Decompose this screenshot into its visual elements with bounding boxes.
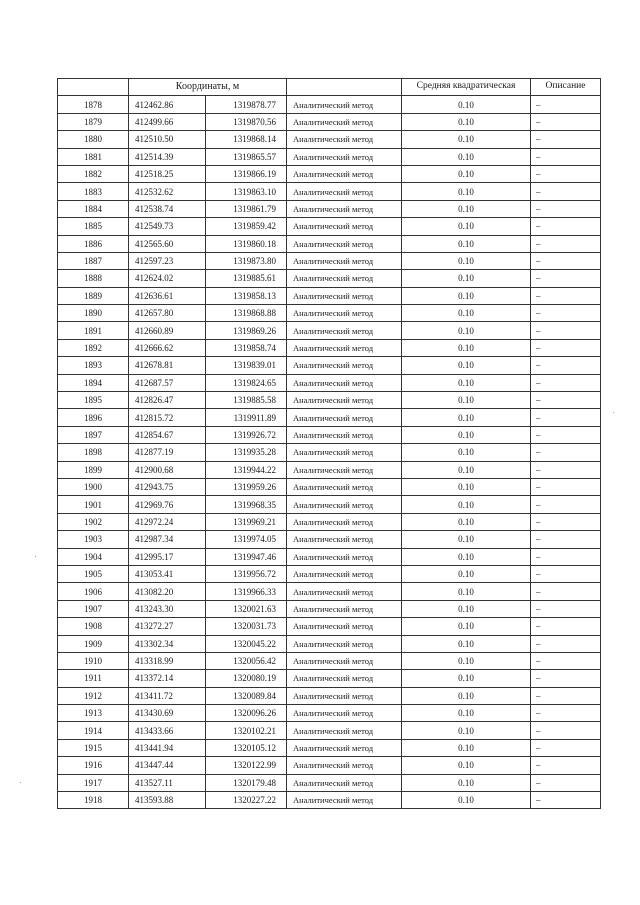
coordinate-x-cell: 412900.68: [129, 461, 206, 478]
coordinate-x-cell: 412678.81: [129, 357, 206, 374]
table-row: [58, 705, 601, 722]
coordinate-x-cell: 412462.86: [129, 96, 206, 113]
coordinate-y-cell: 1320021.63: [206, 600, 287, 617]
description-cell: –: [531, 131, 601, 148]
table-row: [58, 357, 601, 374]
description-cell: –: [531, 218, 601, 235]
description-cell: –: [531, 113, 601, 130]
scan-speck: [20, 782, 21, 783]
coordinate-x-cell: 412565.60: [129, 235, 206, 252]
table-row: [58, 670, 601, 687]
method-cell: Аналитический метод: [287, 687, 402, 704]
coordinate-y-cell: 1319870.56: [206, 113, 287, 130]
method-cell: Аналитический метод: [287, 218, 402, 235]
error-cell: 0.10: [402, 287, 531, 304]
coordinates-table: [57, 78, 601, 809]
method-cell: Аналитический метод: [287, 392, 402, 409]
table-row: [58, 618, 601, 635]
error-cell: 0.10: [402, 165, 531, 182]
description-cell: –: [531, 183, 601, 200]
coordinate-x-cell: 412854.67: [129, 426, 206, 443]
point-number-cell: 1917: [58, 774, 129, 791]
coordinate-x-cell: 412499.66: [129, 113, 206, 130]
coordinate-y-cell: 1319974.05: [206, 531, 287, 548]
point-number-cell: 1916: [58, 757, 129, 774]
method-cell: Аналитический метод: [287, 722, 402, 739]
method-cell: Аналитический метод: [287, 757, 402, 774]
error-cell: 0.10: [402, 409, 531, 426]
table-row: [58, 252, 601, 269]
table-row: [58, 305, 601, 322]
table-header-row: [58, 79, 601, 96]
table-row: [58, 792, 601, 809]
method-cell: Аналитический метод: [287, 131, 402, 148]
coordinate-y-cell: 1320102.21: [206, 722, 287, 739]
table-row: [58, 565, 601, 582]
coordinate-y-cell: 1320105.12: [206, 739, 287, 756]
coordinate-x-cell: 412987.34: [129, 531, 206, 548]
table-row: [58, 739, 601, 756]
table-row: [58, 183, 601, 200]
point-number-cell: 1912: [58, 687, 129, 704]
method-cell: Аналитический метод: [287, 270, 402, 287]
coordinate-y-cell: 1319911.89: [206, 409, 287, 426]
table-row: [58, 131, 601, 148]
method-cell: Аналитический метод: [287, 252, 402, 269]
error-cell: 0.10: [402, 652, 531, 669]
coordinate-y-cell: 1319858.13: [206, 287, 287, 304]
method-cell: Аналитический метод: [287, 96, 402, 113]
coordinate-y-cell: 1319860.18: [206, 235, 287, 252]
error-cell: 0.10: [402, 113, 531, 130]
table-row: [58, 513, 601, 530]
coordinate-x-cell: 413593.88: [129, 792, 206, 809]
method-cell: Аналитический метод: [287, 357, 402, 374]
point-number-cell: 1906: [58, 583, 129, 600]
error-cell: 0.10: [402, 426, 531, 443]
method-cell: Аналитический метод: [287, 374, 402, 391]
error-cell: 0.10: [402, 739, 531, 756]
description-cell: –: [531, 200, 601, 217]
table-row: [58, 722, 601, 739]
table-row: [58, 287, 601, 304]
coordinate-x-cell: 412660.89: [129, 322, 206, 339]
coordinate-y-cell: 1319869.26: [206, 322, 287, 339]
coordinate-x-cell: 412538.74: [129, 200, 206, 217]
coordinate-x-cell: 412687.57: [129, 374, 206, 391]
error-cell: 0.10: [402, 687, 531, 704]
point-number-cell: 1903: [58, 531, 129, 548]
point-number-cell: 1895: [58, 392, 129, 409]
coordinate-y-cell: 1319878.77: [206, 96, 287, 113]
coordinate-x-cell: 412995.17: [129, 548, 206, 565]
coordinate-x-cell: 412666.62: [129, 339, 206, 356]
error-cell: 0.10: [402, 357, 531, 374]
coordinate-y-cell: 1319863.10: [206, 183, 287, 200]
coordinate-y-cell: 1319865.57: [206, 148, 287, 165]
point-number-cell: 1883: [58, 183, 129, 200]
table-row: [58, 583, 601, 600]
table-row: [58, 600, 601, 617]
error-cell: 0.10: [402, 148, 531, 165]
coordinate-x-cell: 412518.25: [129, 165, 206, 182]
header-number-cell: [58, 79, 129, 96]
description-cell: –: [531, 635, 601, 652]
method-cell: Аналитический метод: [287, 148, 402, 165]
coordinate-x-cell: 412514.39: [129, 148, 206, 165]
coordinate-y-cell: 1320122.99: [206, 757, 287, 774]
coordinate-x-cell: 412657.80: [129, 305, 206, 322]
coordinate-x-cell: 413318.99: [129, 652, 206, 669]
method-cell: Аналитический метод: [287, 652, 402, 669]
method-cell: Аналитический метод: [287, 444, 402, 461]
description-cell: –: [531, 739, 601, 756]
point-number-cell: 1908: [58, 618, 129, 635]
method-cell: Аналитический метод: [287, 322, 402, 339]
table-row: [58, 478, 601, 495]
table-row: [58, 96, 601, 113]
error-cell: 0.10: [402, 600, 531, 617]
coordinate-y-cell: 1319885.61: [206, 270, 287, 287]
point-number-cell: 1904: [58, 548, 129, 565]
error-cell: 0.10: [402, 96, 531, 113]
coordinate-x-cell: 413527.11: [129, 774, 206, 791]
coordinate-y-cell: 1319956.72: [206, 565, 287, 582]
error-cell: 0.10: [402, 513, 531, 530]
point-number-cell: 1892: [58, 339, 129, 356]
coordinate-x-cell: 412624.02: [129, 270, 206, 287]
coordinate-y-cell: 1319859.42: [206, 218, 287, 235]
coordinate-y-cell: 1319959.26: [206, 478, 287, 495]
method-cell: Аналитический метод: [287, 792, 402, 809]
error-cell: 0.10: [402, 705, 531, 722]
point-number-cell: 1918: [58, 792, 129, 809]
error-cell: 0.10: [402, 757, 531, 774]
method-cell: Аналитический метод: [287, 235, 402, 252]
error-cell: 0.10: [402, 252, 531, 269]
description-cell: –: [531, 235, 601, 252]
error-cell: 0.10: [402, 478, 531, 495]
description-cell: –: [531, 96, 601, 113]
coordinate-y-cell: 1320045.22: [206, 635, 287, 652]
point-number-cell: 1902: [58, 513, 129, 530]
description-cell: –: [531, 722, 601, 739]
description-cell: –: [531, 792, 601, 809]
method-cell: Аналитический метод: [287, 531, 402, 548]
description-cell: –: [531, 392, 601, 409]
coordinate-x-cell: 413372.14: [129, 670, 206, 687]
method-cell: Аналитический метод: [287, 618, 402, 635]
error-cell: 0.10: [402, 322, 531, 339]
error-cell: 0.10: [402, 444, 531, 461]
point-number-cell: 1893: [58, 357, 129, 374]
point-number-cell: 1889: [58, 287, 129, 304]
method-cell: Аналитический метод: [287, 409, 402, 426]
coordinate-x-cell: 412597.23: [129, 252, 206, 269]
description-cell: –: [531, 670, 601, 687]
error-cell: 0.10: [402, 792, 531, 809]
method-cell: Аналитический метод: [287, 705, 402, 722]
coordinate-x-cell: 413411.72: [129, 687, 206, 704]
point-number-cell: 1886: [58, 235, 129, 252]
coordinate-y-cell: 1320031.73: [206, 618, 287, 635]
coordinate-y-cell: 1319968.35: [206, 496, 287, 513]
description-cell: –: [531, 705, 601, 722]
method-cell: Аналитический метод: [287, 496, 402, 513]
description-cell: –: [531, 357, 601, 374]
method-cell: Аналитический метод: [287, 426, 402, 443]
error-cell: 0.10: [402, 183, 531, 200]
point-number-cell: 1891: [58, 322, 129, 339]
point-number-cell: 1884: [58, 200, 129, 217]
table-row: [58, 496, 601, 513]
coordinate-y-cell: 1319885.58: [206, 392, 287, 409]
description-cell: –: [531, 513, 601, 530]
coordinate-x-cell: 413441.94: [129, 739, 206, 756]
header-method-cell: [287, 79, 402, 96]
error-cell: 0.10: [402, 670, 531, 687]
table-row: [58, 687, 601, 704]
method-cell: Аналитический метод: [287, 165, 402, 182]
point-number-cell: 1879: [58, 113, 129, 130]
description-cell: –: [531, 583, 601, 600]
method-cell: Аналитический метод: [287, 670, 402, 687]
description-cell: –: [531, 496, 601, 513]
method-cell: Аналитический метод: [287, 461, 402, 478]
point-number-cell: 1899: [58, 461, 129, 478]
method-cell: Аналитический метод: [287, 739, 402, 756]
error-cell: 0.10: [402, 461, 531, 478]
table-row: [58, 235, 601, 252]
method-cell: Аналитический метод: [287, 339, 402, 356]
table-row: [58, 270, 601, 287]
error-cell: 0.10: [402, 722, 531, 739]
point-number-cell: 1894: [58, 374, 129, 391]
scan-speck: [35, 556, 36, 557]
header-description: Описание: [531, 79, 601, 96]
error-cell: 0.10: [402, 774, 531, 791]
point-number-cell: 1914: [58, 722, 129, 739]
error-cell: 0.10: [402, 131, 531, 148]
description-cell: –: [531, 305, 601, 322]
coordinate-x-cell: 412549.73: [129, 218, 206, 235]
coordinate-y-cell: 1319839.01: [206, 357, 287, 374]
method-cell: Аналитический метод: [287, 513, 402, 530]
table-row: [58, 218, 601, 235]
table-row: [58, 531, 601, 548]
point-number-cell: 1909: [58, 635, 129, 652]
description-cell: –: [531, 270, 601, 287]
description-cell: –: [531, 461, 601, 478]
table-row: [58, 113, 601, 130]
point-number-cell: 1885: [58, 218, 129, 235]
error-cell: 0.10: [402, 548, 531, 565]
coordinate-x-cell: 413447.44: [129, 757, 206, 774]
description-cell: –: [531, 426, 601, 443]
table-row: [58, 652, 601, 669]
point-number-cell: 1888: [58, 270, 129, 287]
coordinate-y-cell: 1319868.14: [206, 131, 287, 148]
coordinate-x-cell: 413433.66: [129, 722, 206, 739]
description-cell: –: [531, 374, 601, 391]
coordinate-x-cell: 413053.41: [129, 565, 206, 582]
coordinate-y-cell: 1319969.21: [206, 513, 287, 530]
description-cell: –: [531, 148, 601, 165]
coordinate-y-cell: 1320096.26: [206, 705, 287, 722]
error-cell: 0.10: [402, 270, 531, 287]
error-cell: 0.10: [402, 635, 531, 652]
method-cell: Аналитический метод: [287, 200, 402, 217]
coordinate-y-cell: 1320056.42: [206, 652, 287, 669]
method-cell: Аналитический метод: [287, 774, 402, 791]
point-number-cell: 1887: [58, 252, 129, 269]
error-cell: 0.10: [402, 531, 531, 548]
description-cell: –: [531, 322, 601, 339]
coordinate-y-cell: 1319861.79: [206, 200, 287, 217]
description-cell: –: [531, 687, 601, 704]
table-row: [58, 461, 601, 478]
error-cell: 0.10: [402, 618, 531, 635]
coordinate-y-cell: 1319858.74: [206, 339, 287, 356]
coordinate-x-cell: 413302.34: [129, 635, 206, 652]
error-cell: 0.10: [402, 339, 531, 356]
header-coordinates: Координаты, м: [129, 79, 287, 96]
coordinate-y-cell: 1319944.22: [206, 461, 287, 478]
coordinate-y-cell: 1319926.72: [206, 426, 287, 443]
coordinate-y-cell: 1320089.84: [206, 687, 287, 704]
error-cell: 0.10: [402, 200, 531, 217]
point-number-cell: 1882: [58, 165, 129, 182]
table-row: [58, 757, 601, 774]
coordinate-y-cell: 1319935.28: [206, 444, 287, 461]
description-cell: –: [531, 252, 601, 269]
point-number-cell: 1890: [58, 305, 129, 322]
method-cell: Аналитический метод: [287, 635, 402, 652]
header-mean-square-error: Средняя квадратическая: [402, 79, 531, 96]
point-number-cell: 1898: [58, 444, 129, 461]
error-cell: 0.10: [402, 235, 531, 252]
coordinate-y-cell: 1319873.80: [206, 252, 287, 269]
method-cell: Аналитический метод: [287, 478, 402, 495]
coordinate-x-cell: 412636.61: [129, 287, 206, 304]
error-cell: 0.10: [402, 392, 531, 409]
point-number-cell: 1881: [58, 148, 129, 165]
coordinate-y-cell: 1320179.48: [206, 774, 287, 791]
description-cell: –: [531, 548, 601, 565]
description-cell: –: [531, 409, 601, 426]
error-cell: 0.10: [402, 583, 531, 600]
coordinate-y-cell: 1319947.46: [206, 548, 287, 565]
coordinate-x-cell: 412877.19: [129, 444, 206, 461]
coordinate-y-cell: 1319866.19: [206, 165, 287, 182]
table-row: [58, 635, 601, 652]
method-cell: Аналитический метод: [287, 183, 402, 200]
table-row: [58, 444, 601, 461]
description-cell: –: [531, 774, 601, 791]
coordinate-y-cell: 1319824.65: [206, 374, 287, 391]
table-row: [58, 339, 601, 356]
method-cell: Аналитический метод: [287, 287, 402, 304]
coordinate-y-cell: 1320227.22: [206, 792, 287, 809]
description-cell: –: [531, 757, 601, 774]
coordinate-x-cell: 412826.47: [129, 392, 206, 409]
point-number-cell: 1878: [58, 96, 129, 113]
point-number-cell: 1897: [58, 426, 129, 443]
point-number-cell: 1880: [58, 131, 129, 148]
error-cell: 0.10: [402, 565, 531, 582]
description-cell: –: [531, 618, 601, 635]
table-row: [58, 148, 601, 165]
point-number-cell: 1911: [58, 670, 129, 687]
method-cell: Аналитический метод: [287, 305, 402, 322]
description-cell: –: [531, 339, 601, 356]
method-cell: Аналитический метод: [287, 548, 402, 565]
table-row: [58, 374, 601, 391]
table-row: [58, 322, 601, 339]
error-cell: 0.10: [402, 374, 531, 391]
point-number-cell: 1896: [58, 409, 129, 426]
coordinate-x-cell: 413243.30: [129, 600, 206, 617]
description-cell: –: [531, 565, 601, 582]
description-cell: –: [531, 531, 601, 548]
method-cell: Аналитический метод: [287, 600, 402, 617]
table-row: [58, 165, 601, 182]
coordinate-y-cell: 1320080.19: [206, 670, 287, 687]
point-number-cell: 1915: [58, 739, 129, 756]
table-row: [58, 392, 601, 409]
error-cell: 0.10: [402, 305, 531, 322]
description-cell: –: [531, 287, 601, 304]
table-row: [58, 774, 601, 791]
point-number-cell: 1901: [58, 496, 129, 513]
point-number-cell: 1905: [58, 565, 129, 582]
table-row: [58, 426, 601, 443]
coordinate-x-cell: 412510.50: [129, 131, 206, 148]
description-cell: –: [531, 478, 601, 495]
coordinate-x-cell: 412943.75: [129, 478, 206, 495]
error-cell: 0.10: [402, 496, 531, 513]
description-cell: –: [531, 165, 601, 182]
coordinate-x-cell: 413430.69: [129, 705, 206, 722]
table-row: [58, 409, 601, 426]
coordinate-y-cell: 1319966.33: [206, 583, 287, 600]
description-cell: –: [531, 444, 601, 461]
point-number-cell: 1913: [58, 705, 129, 722]
method-cell: Аналитический метод: [287, 565, 402, 582]
coordinate-x-cell: 413272.27: [129, 618, 206, 635]
error-cell: 0.10: [402, 218, 531, 235]
coordinate-x-cell: 412532.62: [129, 183, 206, 200]
coordinate-y-cell: 1319868.88: [206, 305, 287, 322]
coordinate-x-cell: 412972.24: [129, 513, 206, 530]
table-row: [58, 200, 601, 217]
point-number-cell: 1900: [58, 478, 129, 495]
table-row: [58, 548, 601, 565]
method-cell: Аналитический метод: [287, 583, 402, 600]
coordinate-x-cell: 413082.20: [129, 583, 206, 600]
description-cell: –: [531, 652, 601, 669]
point-number-cell: 1907: [58, 600, 129, 617]
coordinate-x-cell: 412815.72: [129, 409, 206, 426]
coordinate-x-cell: 412969.76: [129, 496, 206, 513]
point-number-cell: 1910: [58, 652, 129, 669]
description-cell: –: [531, 600, 601, 617]
method-cell: Аналитический метод: [287, 113, 402, 130]
scan-speck: [613, 412, 614, 413]
